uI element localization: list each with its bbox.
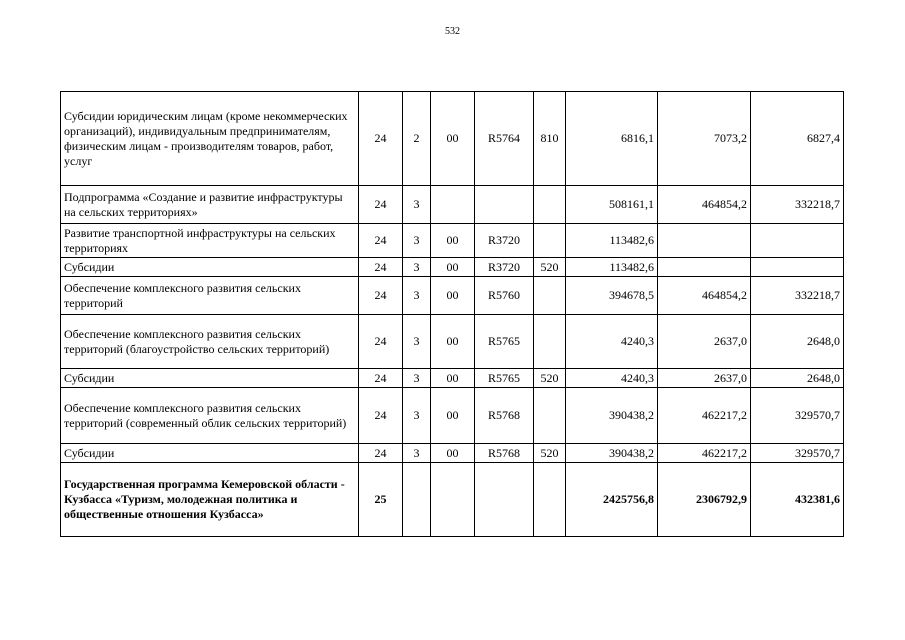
value-year-2: 2637,0	[658, 315, 751, 369]
budget-table	[60, 91, 844, 537]
code-direction: R5760	[475, 277, 534, 315]
code-subprogram: 3	[403, 444, 431, 463]
code-program: 24	[359, 369, 403, 388]
value-year-3: 2648,0	[751, 315, 844, 369]
table-body	[61, 92, 844, 537]
value-year-1: 113482,6	[566, 224, 658, 258]
code-event: 00	[431, 277, 475, 315]
code-event: 00	[431, 258, 475, 277]
code-event: 00	[431, 224, 475, 258]
code-direction: R5764	[475, 92, 534, 186]
value-year-2: 464854,2	[658, 186, 751, 224]
code-event: 00	[431, 388, 475, 444]
code-expense-type	[534, 186, 566, 224]
table-row	[61, 224, 844, 258]
code-expense-type	[534, 463, 566, 537]
value-year-2: 2637,0	[658, 369, 751, 388]
code-direction	[475, 463, 534, 537]
code-event: 00	[431, 92, 475, 186]
code-subprogram: 3	[403, 224, 431, 258]
code-direction: R5765	[475, 315, 534, 369]
table-row	[61, 258, 844, 277]
table-row	[61, 388, 844, 444]
row-name: Развитие транспортной инфраструктуры на сельских территориях	[61, 224, 359, 258]
code-expense-type	[534, 224, 566, 258]
code-subprogram: 3	[403, 388, 431, 444]
code-event	[431, 463, 475, 537]
value-year-3: 329570,7	[751, 388, 844, 444]
code-expense-type: 810	[534, 92, 566, 186]
row-name: Субсидии юридическим лицам (кроме некоммерческих организаций), индивидуальным предпринимателям, физическим лицам - производителям товаров, работ, услуг	[61, 92, 359, 186]
table-row	[61, 463, 844, 537]
value-year-1: 4240,3	[566, 315, 658, 369]
table-row	[61, 186, 844, 224]
code-subprogram	[403, 463, 431, 537]
row-name: Обеспечение комплексного развития сельских территорий (современный облик сельских территорий)	[61, 388, 359, 444]
row-name: Государственная программа Кемеровской области - Кузбасса «Туризм, молодежная политика и общественные отношения Кузбасса»	[61, 463, 359, 537]
code-program: 24	[359, 444, 403, 463]
table-row	[61, 369, 844, 388]
value-year-3	[751, 224, 844, 258]
code-program: 24	[359, 92, 403, 186]
row-name: Субсидии	[61, 369, 359, 388]
value-year-2: 7073,2	[658, 92, 751, 186]
code-direction: R5765	[475, 369, 534, 388]
code-expense-type: 520	[534, 444, 566, 463]
code-program: 24	[359, 277, 403, 315]
row-name: Субсидии	[61, 444, 359, 463]
value-year-3	[751, 258, 844, 277]
code-program: 24	[359, 224, 403, 258]
value-year-1: 4240,3	[566, 369, 658, 388]
value-year-3: 6827,4	[751, 92, 844, 186]
page-number: 532	[445, 26, 460, 37]
row-name: Субсидии	[61, 258, 359, 277]
value-year-1: 390438,2	[566, 388, 658, 444]
value-year-1: 508161,1	[566, 186, 658, 224]
code-program: 24	[359, 388, 403, 444]
code-direction	[475, 186, 534, 224]
value-year-2: 462217,2	[658, 388, 751, 444]
code-event	[431, 186, 475, 224]
code-expense-type: 520	[534, 258, 566, 277]
code-subprogram: 3	[403, 258, 431, 277]
code-subprogram: 3	[403, 277, 431, 315]
row-name: Обеспечение комплексного развития сельских территорий (благоустройство сельских территорий)	[61, 315, 359, 369]
code-program: 25	[359, 463, 403, 537]
code-subprogram: 3	[403, 315, 431, 369]
value-year-1: 2425756,8	[566, 463, 658, 537]
value-year-2	[658, 224, 751, 258]
code-program: 24	[359, 186, 403, 224]
code-direction: R3720	[475, 258, 534, 277]
value-year-3: 2648,0	[751, 369, 844, 388]
code-direction: R5768	[475, 444, 534, 463]
code-expense-type	[534, 315, 566, 369]
value-year-3: 432381,6	[751, 463, 844, 537]
table-row	[61, 92, 844, 186]
code-program: 24	[359, 315, 403, 369]
value-year-2: 462217,2	[658, 444, 751, 463]
value-year-1: 113482,6	[566, 258, 658, 277]
code-expense-type: 520	[534, 369, 566, 388]
code-expense-type	[534, 388, 566, 444]
code-direction: R5768	[475, 388, 534, 444]
code-subprogram: 2	[403, 92, 431, 186]
code-subprogram: 3	[403, 369, 431, 388]
value-year-2: 464854,2	[658, 277, 751, 315]
value-year-1: 390438,2	[566, 444, 658, 463]
code-event: 00	[431, 369, 475, 388]
code-expense-type	[534, 277, 566, 315]
code-direction: R3720	[475, 224, 534, 258]
code-event: 00	[431, 315, 475, 369]
code-event: 00	[431, 444, 475, 463]
value-year-3: 332218,7	[751, 186, 844, 224]
value-year-2: 2306792,9	[658, 463, 751, 537]
table-row	[61, 315, 844, 369]
value-year-3: 332218,7	[751, 277, 844, 315]
table-row	[61, 444, 844, 463]
value-year-1: 394678,5	[566, 277, 658, 315]
value-year-2	[658, 258, 751, 277]
value-year-3: 329570,7	[751, 444, 844, 463]
row-name: Подпрограмма «Создание и развитие инфраструктуры на сельских территориях»	[61, 186, 359, 224]
code-program: 24	[359, 258, 403, 277]
row-name: Обеспечение комплексного развития сельских территорий	[61, 277, 359, 315]
table-row	[61, 277, 844, 315]
code-subprogram: 3	[403, 186, 431, 224]
value-year-1: 6816,1	[566, 92, 658, 186]
